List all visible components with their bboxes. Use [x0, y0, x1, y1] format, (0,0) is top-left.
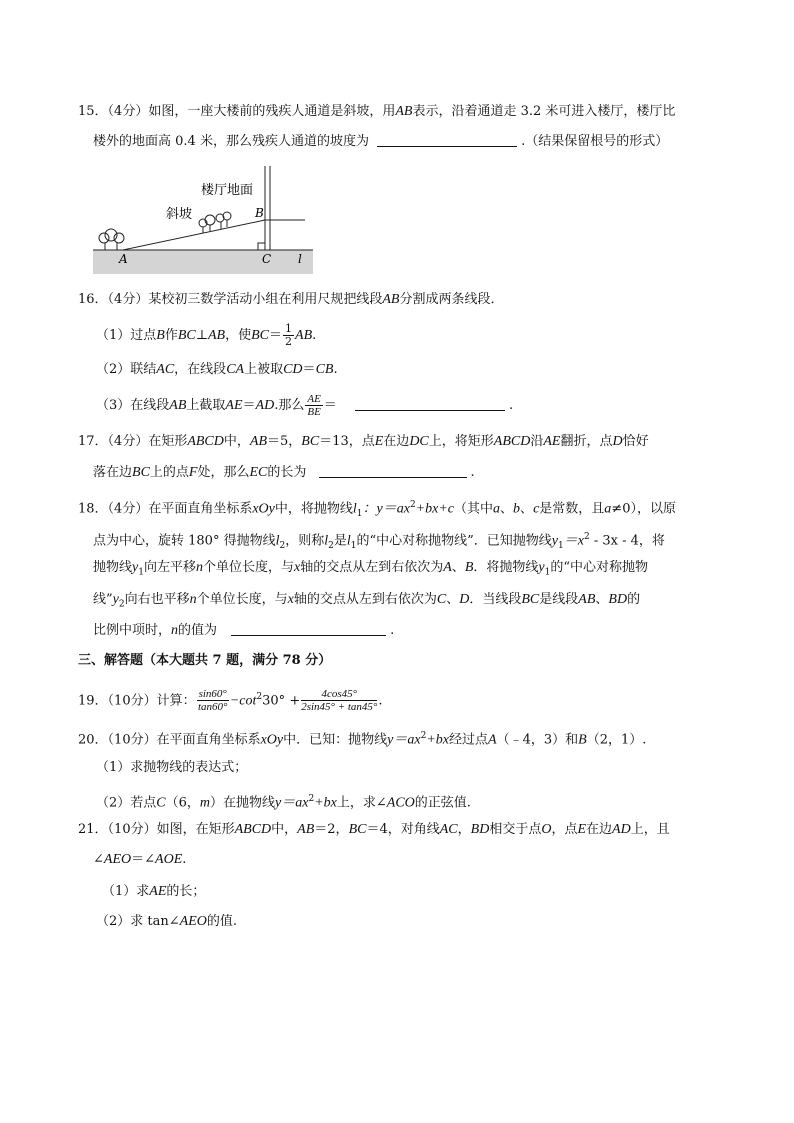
text: 上截取 — [186, 398, 226, 413]
text: 比例中项时， — [93, 623, 172, 638]
text: 向右也平移 — [124, 592, 190, 607]
text: 个单位长度，与 — [196, 592, 288, 607]
formula: +bx+c — [415, 501, 455, 517]
q21-line-2 — [93, 850, 186, 870]
var: x — [294, 560, 301, 575]
q16-step-1 — [96, 322, 316, 350]
text: （1）求 — [102, 884, 150, 899]
text: ＝ — [323, 398, 337, 413]
var: n — [195, 560, 203, 575]
text: 是线段 — [539, 592, 579, 607]
text: 的长为 — [267, 465, 307, 480]
label-slope: 斜坡 — [166, 207, 193, 222]
var: m — [199, 795, 211, 811]
var: y — [112, 592, 119, 607]
text: 抛物线 — [93, 560, 133, 575]
text: 19．（10分）计算： — [78, 693, 196, 709]
text: 的“中心对称抛物线”．已知抛物线 — [356, 533, 552, 549]
var: y — [132, 560, 139, 575]
q15-answer-blank[interactable] — [377, 132, 517, 147]
text: ，使 — [225, 328, 252, 343]
var: C — [436, 592, 447, 607]
q15-text: 楼外的地面高 0.4 米，那么残疾人通道的坡度为 — [93, 134, 369, 149]
text: 30° + — [262, 693, 301, 709]
text: 21．（10分）如图，在矩形 — [78, 822, 235, 837]
q21-line-3 — [102, 882, 205, 902]
formula: y＝ax — [275, 795, 309, 811]
label-hall: 楼厅地面 — [201, 183, 254, 198]
q18-line-3 — [93, 558, 648, 583]
numerator: AE — [307, 393, 321, 405]
text: ＝5， — [267, 434, 302, 449]
subscript: 1 — [350, 540, 357, 551]
var: a — [493, 501, 501, 517]
var: l — [324, 533, 329, 549]
formula: +bx — [314, 795, 337, 811]
slope-line — [123, 220, 265, 250]
text: ⊥ — [195, 328, 208, 343]
subscript: 1 — [356, 508, 363, 519]
text: 的正弦值. — [414, 795, 471, 811]
text: ．当线段 — [469, 592, 522, 607]
var: AE — [149, 884, 167, 899]
text: 轴的交点从左到右依次为 — [300, 560, 444, 575]
text: 处，那么 — [197, 465, 250, 480]
var: A — [443, 560, 452, 575]
denominator: 2 — [285, 335, 293, 348]
text: 、 — [520, 501, 534, 517]
fraction-cos — [301, 688, 377, 713]
text: （3）在线段 — [96, 398, 170, 413]
var: A — [488, 732, 497, 748]
formula: y＝ax — [387, 732, 421, 748]
var: B — [578, 732, 587, 748]
var: b — [513, 501, 521, 517]
var: B — [156, 328, 165, 343]
var: BD — [608, 592, 628, 607]
var: y — [538, 560, 545, 575]
var: l — [275, 533, 280, 549]
q17-answer-blank[interactable] — [319, 463, 467, 478]
var: x — [287, 592, 294, 607]
denominator: tan60° — [197, 701, 228, 714]
var: AB — [169, 398, 187, 413]
text: 翻折，点 — [560, 434, 613, 449]
var: CD — [283, 362, 303, 377]
numerator: 4cos45° — [301, 688, 377, 701]
subscript: 1 — [138, 567, 144, 578]
var: E — [374, 434, 384, 449]
denominator: 2sin45° + tan45° — [301, 701, 378, 714]
text: 作 — [164, 328, 178, 343]
var: n — [171, 623, 179, 638]
text: 、 — [446, 592, 460, 607]
text: 相交于点 — [489, 822, 542, 837]
text: 的长； — [166, 884, 206, 899]
var: l — [346, 533, 351, 549]
superscript: 2 — [420, 731, 427, 741]
text: .那么 — [274, 398, 305, 413]
text: ， — [457, 822, 471, 837]
q16-step-2 — [96, 360, 338, 380]
text: （﹣4，3）和 — [496, 732, 579, 748]
q16-line-1 — [78, 290, 503, 310]
text: 的值为 — [178, 623, 218, 638]
text: . — [312, 328, 317, 343]
q21-line-1 — [78, 820, 670, 840]
var: B — [464, 560, 474, 575]
text: ＝4，对角线 — [366, 822, 440, 837]
var: BC — [348, 822, 367, 837]
var: BC — [251, 328, 269, 343]
text: 是常数，且 — [539, 501, 605, 517]
var: BC — [301, 434, 320, 449]
q16-answer-blank[interactable] — [355, 396, 505, 411]
q20-line-3 — [96, 789, 471, 813]
q18-answer-blank[interactable] — [231, 621, 386, 636]
text: ，则称 — [285, 533, 325, 549]
var: a — [604, 501, 612, 517]
text: 落在边 — [93, 465, 133, 480]
text: 18．（4分）在平面直角坐标系 — [78, 501, 253, 517]
text: （2，1）. — [586, 732, 647, 748]
var: E — [577, 822, 587, 837]
text: ＝∠ — [131, 852, 156, 867]
q16-text: 分割成两条线段． — [399, 292, 504, 307]
superscript: 2 — [308, 794, 315, 804]
formula: −cot — [229, 693, 257, 709]
var: D — [459, 592, 470, 607]
text: 线” — [93, 592, 113, 607]
text: 、 — [595, 592, 609, 607]
text: 20．（10分）在平面直角坐标系 — [78, 732, 261, 748]
text: 的值. — [206, 914, 238, 929]
q15-line-2 — [93, 132, 668, 152]
var: C — [156, 795, 166, 811]
var: ABCD — [493, 434, 531, 449]
var: AB — [207, 328, 226, 343]
tree-icon — [199, 215, 215, 233]
label-c: C — [262, 252, 272, 266]
text: ，在线段 — [174, 362, 227, 377]
text: （2）若点 — [96, 795, 157, 811]
text: ＝ — [269, 328, 283, 343]
var: AEO — [179, 914, 207, 929]
text: （1）过点 — [96, 328, 157, 343]
q19-line — [78, 682, 382, 716]
text: ＝ — [302, 362, 316, 377]
var: D — [612, 434, 623, 449]
text: （其中 — [454, 501, 494, 517]
var: y — [551, 533, 558, 549]
var: EC — [249, 465, 268, 480]
q15-text: .（结果保留根号的形式） — [521, 134, 669, 149]
var: AEO — [103, 852, 132, 867]
text: 中， — [271, 822, 298, 837]
text: 向左平移 — [143, 560, 196, 575]
var: AOE — [155, 852, 183, 867]
var: ACO — [386, 795, 415, 811]
fraction-ae-be — [305, 393, 322, 418]
var: BC — [521, 592, 540, 607]
subscript: 2 — [118, 599, 125, 610]
fraction-one-half — [283, 323, 294, 348]
text: 中， — [223, 434, 250, 449]
superscript: 2 — [256, 692, 263, 702]
text: （2）求 tan∠ — [96, 914, 180, 929]
text: ．将抛物线 — [473, 560, 539, 575]
tree-icon — [99, 229, 124, 250]
var: AD — [612, 822, 631, 837]
q18-line-2 — [93, 527, 665, 556]
text: 是 — [333, 533, 347, 549]
var: AB — [295, 328, 313, 343]
text: 中．已知：抛物线 — [283, 732, 388, 748]
text: ＝2， — [314, 822, 349, 837]
var: n — [189, 592, 197, 607]
text: 上，且 — [630, 822, 670, 837]
text: 上，求∠ — [336, 795, 387, 811]
var: O — [541, 822, 552, 837]
formula: ＝x — [563, 533, 584, 549]
text: ∠ — [93, 852, 104, 867]
text: ＝ — [242, 398, 256, 413]
section-heading: 三、解答题（本大题共 7 题，满分 78 分） — [78, 653, 332, 668]
formula: ：y＝ax — [362, 501, 410, 517]
text: 沿 — [530, 434, 544, 449]
text: 在边 — [586, 822, 613, 837]
text: . — [378, 693, 383, 709]
var: AB — [297, 822, 315, 837]
q20-line-1 — [78, 726, 646, 750]
var: BD — [470, 822, 490, 837]
label-a: A — [119, 252, 128, 266]
text: （2）联结 — [96, 362, 157, 377]
text: 经过点 — [449, 732, 489, 748]
q18-line-5 — [93, 621, 394, 641]
label-b: B — [255, 206, 264, 220]
text: ＝13，点 — [319, 434, 375, 449]
text: 、 — [500, 501, 514, 517]
text: 中，将抛物线 — [274, 501, 353, 517]
q18-line-1 — [78, 495, 676, 524]
right-angle-mark — [258, 243, 265, 250]
var: AD — [255, 398, 275, 413]
formula: +bx — [426, 732, 449, 748]
text: . — [390, 623, 395, 638]
numerator: 1 — [285, 322, 293, 335]
var: AB — [578, 592, 596, 607]
var: xOy — [252, 501, 275, 517]
text: 的 — [627, 592, 641, 607]
text: 恰好 — [622, 434, 649, 449]
q16-step-3 — [96, 392, 513, 420]
q17-line-2 — [93, 463, 475, 483]
var: l — [352, 501, 357, 517]
subscript: 1 — [544, 567, 551, 578]
fraction-sin-tan — [197, 688, 229, 713]
subscript: 1 — [558, 540, 564, 551]
var: ABCD — [234, 822, 272, 837]
q15-text: 表示，沿着通道走 3.2 米可进入楼厅，楼厅比 — [412, 104, 676, 119]
q16-text: 16．（4分）某校初三数学活动小组在利用尺规把线段 — [78, 292, 383, 307]
var: c — [533, 501, 540, 517]
var: xOy — [260, 732, 284, 748]
q18-line-4 — [93, 590, 640, 615]
var: BC — [177, 328, 196, 343]
text: 17．（4分）在矩形 — [78, 434, 188, 449]
text: . — [508, 398, 514, 413]
text: 的“中心对称抛物 — [550, 560, 648, 575]
label-l: l — [298, 252, 302, 266]
text: 轴的交点从左到右依次为 — [293, 592, 437, 607]
var: AE — [225, 398, 243, 413]
text: 、 — [451, 560, 465, 575]
q15-ab: AB — [395, 104, 413, 119]
superscript: 2 — [583, 532, 590, 542]
var: DC — [409, 434, 429, 449]
superscript: 2 — [409, 500, 416, 510]
text: ）在抛物线 — [210, 795, 276, 811]
var: AC — [439, 822, 458, 837]
text: - 3x - 4，将 — [589, 533, 665, 549]
text: 点为中心，旋转 180° 得抛物线 — [93, 533, 276, 549]
q20-line-2: （1）求抛物线的表达式； — [96, 760, 248, 775]
text: 上，将矩形 — [428, 434, 494, 449]
text: 上被取 — [244, 362, 284, 377]
var: ABCD — [187, 434, 224, 449]
subscript: 2 — [328, 540, 334, 551]
text: 在边 — [383, 434, 410, 449]
q15-line-1 — [78, 102, 675, 122]
text: ≠0），以原 — [611, 501, 676, 517]
var: CA — [226, 362, 245, 377]
numerator: sin60° — [198, 688, 227, 701]
q15-figure — [93, 160, 315, 278]
text: 上的点 — [149, 465, 189, 480]
q16-ab: AB — [382, 292, 400, 307]
text: 个单位长度，与 — [202, 560, 294, 575]
q15-text: 15．（4分）如图，一座大楼前的残疾人通道是斜坡，用 — [78, 104, 396, 119]
text: . — [333, 362, 338, 377]
subscript: 2 — [279, 540, 286, 551]
text: ，点 — [551, 822, 578, 837]
text: . — [470, 465, 475, 480]
q21-line-4 — [96, 912, 237, 932]
var: AB — [249, 434, 268, 449]
var: F — [188, 465, 198, 480]
text: . — [182, 852, 187, 867]
var: AE — [543, 434, 561, 449]
text: （6， — [165, 795, 200, 811]
tree-icon — [216, 212, 231, 229]
q17-line-1 — [78, 432, 649, 452]
var: CB — [315, 362, 334, 377]
denominator: BE — [307, 406, 321, 418]
var: AC — [156, 362, 175, 377]
var: BC — [132, 465, 150, 480]
